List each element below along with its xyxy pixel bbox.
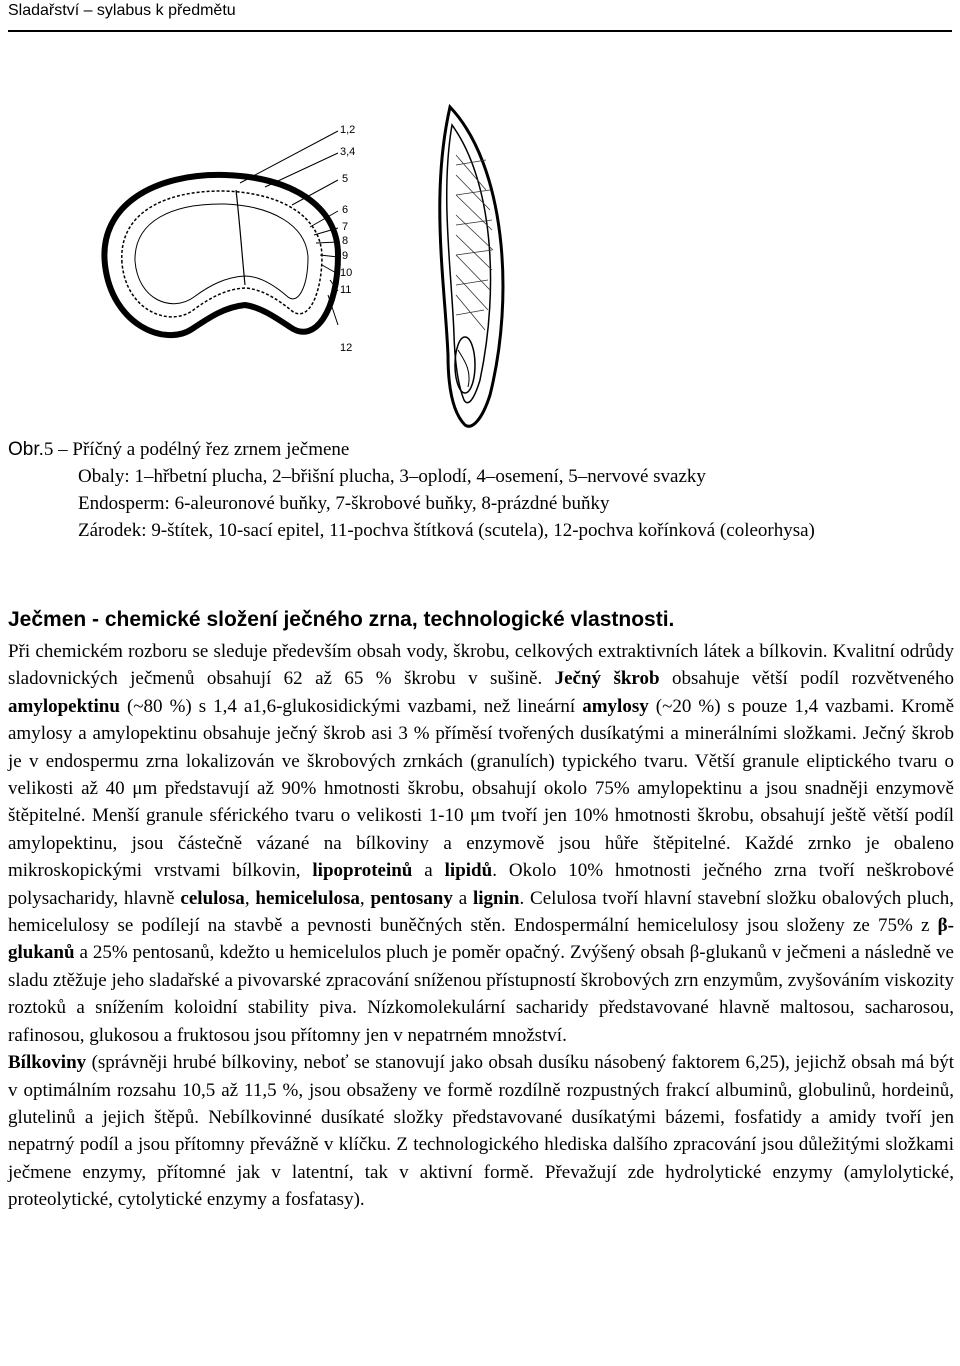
caption-zarodek: Zárodek: 9-štítek, 10-sací epitel, 11-pochva štítková (scutela), 12-pochva kořínková (coleorhysa) <box>78 520 815 541</box>
bold-term: lipoproteinů <box>312 860 413 882</box>
bold-term: celulosa <box>180 887 245 909</box>
section-heading: Ječmen - chemické složení ječného zrna, technologické vlastnosti. <box>8 608 675 631</box>
caption-endosperm: Endosperm: 6-aleuronové buňky, 7-škrobové buňky, 8-prázdné buňky <box>78 493 610 514</box>
figure-label: 5 <box>342 173 349 185</box>
figure-label: 8 <box>342 235 349 247</box>
text-run: a 25% pentosanů, kdežto u hemicelulos pluch je poměr opačný. Zvýšený obsah β-glukanů v ječmeni a následně ve sladu ztěžuje jeho sladařské a pivovarské zpracování sníženou přístupností škrobových zrn enzymům, zvyšováním viskozity roztoků a snížením koloidní stability piva. Nízkomolekulární sacharidy představované hlavně maltosou, sacharosou, rafinosou, glukosou a fruktosou jsou přítomny jen v nepatrném množství. <box>8 942 954 1046</box>
figure-label: 9 <box>342 250 349 262</box>
text-run: , <box>359 887 371 909</box>
bold-term: hemicelulosa <box>255 887 360 909</box>
figure-caption <box>8 436 952 544</box>
bold-term: pentosany <box>370 887 453 909</box>
bold-term: β-glukanů <box>8 915 954 964</box>
paragraph-starch <box>8 638 954 1049</box>
text-run: a <box>452 887 473 909</box>
caption-title: 5 – Příčný a podélný řez zrnem ječmene <box>43 439 350 460</box>
figure-label: 10 <box>340 267 353 279</box>
bold-term: Ječný škrob <box>554 668 660 690</box>
page-header: Sladařství – sylabus k předmětu <box>8 2 236 19</box>
text-run: (~20 %) s pouze 1,4 vazbami. Kromě amylosy a amylopektinu obsahuje ječný škrob asi 3 % příměsí tvořených dusíkatými a minerálními složkami. Ječný škrob je v endospermu zrna lokalizován ve škrobových zrnkách (granulích) typického tvaru. Větší granule eliptického tvaru o velikosti až 40 μm představují až 90% hmotnosti škrobu, obsahují okolo 75% amylopektinu a jsou snadněji enzymově štěpitelné. Menší granule sférického tvaru o velikosti 1-10 μm tvoří jen 10% hmotnosti škrobu, obsahují ještě větší podíl amylopektinu, jsou částečně vázané na bílkoviny a enzymově jsou hůře štěpitelné. Každé zrnko je obaleno mikroskopickými vrstvami bílkovin, <box>8 695 955 882</box>
text-run: . Okolo 10% hmotnosti ječného zrna tvoří neškrobové polysacharidy, hlavně <box>8 860 954 909</box>
figure-label: 7 <box>342 221 349 233</box>
text-run: a <box>412 860 445 882</box>
figure-label: 1,2 <box>340 124 356 136</box>
caption-title-line <box>8 436 952 463</box>
caption-label: Obr. <box>8 439 44 460</box>
text-run: . Celulosa tvoří hlavní stavební složku obalových pluch, hemicelulosy se podílejí na stavbě a pevnosti buněčných stěn. Endospermální hemicelulosy jsou složeny ze 75% z <box>8 887 954 937</box>
bold-term: Bílkoviny <box>8 1052 87 1074</box>
header-rule <box>8 30 952 32</box>
bold-term: amylopektinu <box>8 695 120 717</box>
longitudinal-section-drawing <box>440 107 503 426</box>
body-text <box>8 638 954 1214</box>
figure-labels <box>340 124 355 354</box>
figure-leader-lines <box>240 131 338 325</box>
text-run: obsahuje větší podíl rozvětveného <box>659 668 954 690</box>
bold-term: lipidů <box>444 860 493 882</box>
text-run: (správněji hrubé bílkoviny, neboť se stanovují jako obsah dusíku násobený faktorem 6,25), jejichž obsah má být v optimálním rozsahu 10,5 až 11,5 %, jsou obsaženy ve formě rozdílně rozpustných frakcí albuminů, globulinů, hordeinů, glutelinů a jejich štěpů. Nebílkovinné dusíkaté složky představované dusíkatými bázemi, fosfatidy a amidy tvoří jen nepatrný podíl a jsou přítomny převážně v klíčku. Z technologického hlediska dalšího zpracování jsou důležitými složkami ječmene enzymy, přítomné jak v latentní, tak v aktivní formě. Převažují zde hydrolytické enzymy (amylolytické, proteolytické, cytolytické enzymy a fosfatasy). <box>8 1052 954 1211</box>
figure-label: 6 <box>342 204 349 216</box>
text-run: Při chemickém rozboru se sleduje především obsah vody, škrobu, celkových extraktivních látek a bílkovin. Kvalitní odrůdy sladovnických ječmenů obsahují 62 až 65 % škrobu v sušině. <box>8 641 954 690</box>
paragraph-proteins <box>8 1049 954 1213</box>
caption-obaly: Obaly: 1–hřbetní plucha, 2–břišní plucha, 3–oplodí, 4–osemení, 5–nervové svazky <box>78 466 706 487</box>
text-run: (~80 %) s 1,4 a1,6-glukosidickými vazbami, než lineární <box>119 695 583 717</box>
figure-label: 11 <box>340 284 352 296</box>
text-run: , <box>244 887 256 909</box>
bold-term: lignin <box>472 887 520 909</box>
figure-label: 12 <box>340 342 353 354</box>
figure-label: 3,4 <box>340 146 356 158</box>
barley-grain-figure <box>60 95 520 435</box>
bold-term: amylosy <box>582 695 649 717</box>
